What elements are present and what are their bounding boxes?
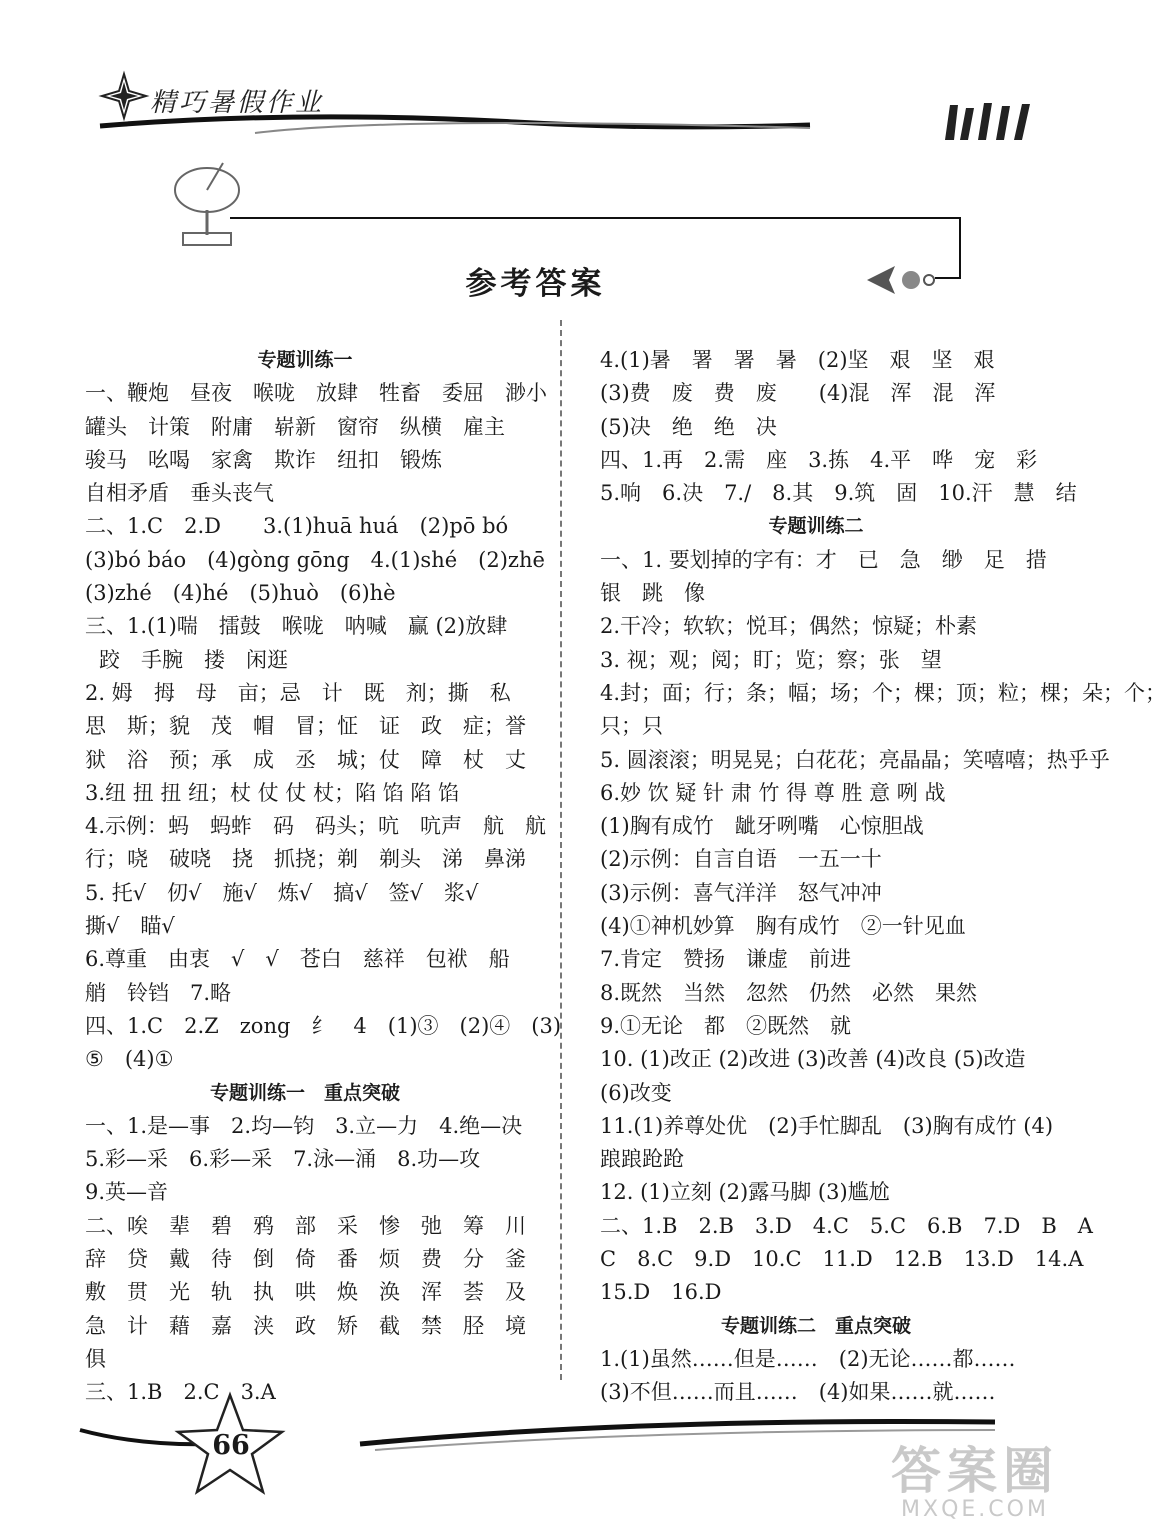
- answer-line: 艄 铃铛 7.略: [85, 980, 232, 1005]
- answer-line: 四、1.C 2.Z zong 纟 4 (1)③ (2)④ (3): [85, 1013, 562, 1038]
- answer-line: 罐头 计策 附庸 崭新 窗帘 纵横 雇主: [85, 414, 505, 439]
- answer-line: 银 跳 像: [600, 581, 705, 606]
- answer-line: 12. (1)立刻 (2)露马脚 (3)尴尬: [600, 1180, 890, 1205]
- answer-line: 5.响 6.决 7./ 8.其 9.筑 固 10.汗 慧 结: [600, 481, 1077, 506]
- answer-line: (5)决 绝 绝 决: [600, 414, 777, 439]
- answer-line: C 8.C 9.D 10.C 11.D 12.B 13.D 14.A: [600, 1247, 1084, 1272]
- left-answer-column: [85, 344, 562, 1410]
- header-swoosh: [95, 108, 815, 143]
- section-heading: 专题训练二: [768, 515, 864, 538]
- answer-line: (3)不但……而且…… (4)如果……就……: [600, 1380, 996, 1405]
- answer-line: 二、1.B 2.B 3.D 4.C 5.C 6.B 7.D B A: [600, 1213, 1093, 1238]
- answer-line: (3)bó báo (4)gòng gōng 4.(1)shé (2)zhē: [85, 547, 545, 572]
- answer-line: 9.①无论 都 ②既然 就: [600, 1013, 852, 1038]
- answer-line: 9.英—音: [85, 1180, 169, 1205]
- answer-line: 三、1.B 2.C 3.A: [85, 1380, 276, 1405]
- answer-line: 思 斯；貌 茂 帽 冒；怔 证 政 症；誉: [85, 714, 526, 739]
- answer-line: 敷 贯 光 轨 执 哄 焕 涣 浑 荟 及: [85, 1280, 526, 1305]
- answer-line: 只；只: [600, 714, 663, 739]
- answer-line: 5. 圆滚滚；明晃晃；白花花；亮晶晶；笑嘻嘻；热乎乎: [600, 747, 1110, 772]
- answer-line: (3)示例：喜气洋洋 怒气冲冲: [600, 880, 882, 905]
- answer-line: 4.封；面；行；条；幅；场；个；棵；顶；粒；棵；朵；个；: [600, 680, 1166, 705]
- page-header: [0, 0, 1071, 330]
- answer-line: 1.(1)虽然……但是…… (2)无论……都……: [600, 1346, 1016, 1371]
- answer-line: (1)胸有成竹 龇牙咧嘴 心惊胆战: [600, 814, 924, 839]
- answer-line: 3. 视；观；阅；盯；览；察；张 望: [600, 647, 942, 672]
- answer-line: 俱: [85, 1346, 106, 1371]
- answer-line: 狱 浴 预；承 成 丞 城；仗 障 杖 丈: [85, 747, 526, 772]
- column-divider: [560, 320, 562, 1380]
- answer-line: 8.既然 当然 忽然 仍然 必然 果然: [600, 980, 978, 1005]
- answer-line: 10. (1)改正 (2)改进 (3)改善 (4)改良 (5)改造: [600, 1047, 1026, 1072]
- right-answer-column: [600, 344, 1166, 1410]
- answer-line: (2)示例：自言自语 一五一十: [600, 847, 882, 872]
- watermark-logo: [891, 1442, 1059, 1522]
- answer-line: (6)改变: [600, 1080, 672, 1105]
- watermark-text: 答案圈: [891, 1442, 1059, 1500]
- answer-line: 二、1.C 2.D 3.(1)huā huá (2)pō bó: [85, 514, 509, 539]
- answer-line: 4.示例：蚂 蚂蚱 码 码头；吭 吭声 航 航: [85, 814, 547, 839]
- answer-line: 一、1. 要划掉的字有：才 已 急 缈 足 措: [600, 547, 1047, 572]
- answer-line: 一、1.是—事 2.均—钧 3.立—力 4.绝—决: [85, 1113, 523, 1138]
- section-heading: 专题训练二 重点突破: [720, 1314, 911, 1337]
- section-heading: 专题训练一: [257, 349, 353, 371]
- answer-line: 骏马 吆喝 家禽 欺诈 纽扣 锻炼: [85, 447, 442, 472]
- answer-line: 3.纽 扭 扭 纽；杖 仗 仗 杖；陷 馅 陷 馅: [85, 780, 460, 805]
- answer-line: 二、唉 辈 碧 鸦 部 采 惨 弛 筹 川: [85, 1213, 526, 1238]
- page-number: 66: [212, 1430, 250, 1461]
- answer-line: 行；哓 破哓 挠 抓挠；剃 剃头 涕 鼻涕: [85, 847, 526, 872]
- answer-line: 5.彩—采 6.彩—采 7.泳—涌 8.功—攻: [85, 1147, 481, 1172]
- section-heading: 专题训练一 重点突破: [209, 1081, 400, 1104]
- answer-line: 5. 托√ 仞√ 施√ 炼√ 搞√ 签√ 浆√: [85, 880, 479, 905]
- answer-line: 2.干冷；软软；悦耳；偶然；惊疑；朴素: [600, 614, 978, 639]
- answer-line: ⑤ (4)①: [85, 1047, 174, 1072]
- watermark-url: MXQE.COM: [901, 1497, 1049, 1522]
- answer-line: 15.D 16.D: [600, 1280, 722, 1305]
- books-icon: [940, 100, 1040, 142]
- answer-line: 一、鞭炮 昼夜 喉咙 放肆 牲畜 委屈 渺小: [85, 381, 547, 406]
- answer-line: 11.(1)养尊处优 (2)手忙脚乱 (3)胸有成竹 (4): [600, 1113, 1054, 1138]
- answer-line: 自相矛盾 垂头丧气: [85, 481, 274, 506]
- answer-line: 7.肯定 赞扬 谦虚 前进: [600, 947, 852, 972]
- answer-line: 撕√ 瞄√: [85, 914, 175, 939]
- answer-line: 2. 姆 拇 母 亩；忌 计 既 剂；撕 私: [85, 680, 511, 705]
- answer-line: 三、1.(1)喘 擂鼓 喉咙 呐喊 赢 (2)放肆: [85, 614, 508, 639]
- answer-line: 踉踉跄跄: [600, 1147, 684, 1172]
- answer-line: 辞 贷 戴 待 倒 倚 番 烦 费 分 釜: [85, 1247, 526, 1272]
- answer-line: 6.尊重 由衷 √ √ 苍白 慈祥 包袱 船: [85, 947, 510, 972]
- answer-line: 跤 手腕 搂 闲逛: [99, 647, 288, 672]
- answer-line: (3)zhé (4)hé (5)huò (6)hè: [85, 581, 396, 606]
- brand-title: 精巧暑假作业: [150, 88, 325, 118]
- answer-line: 急 计 藉 嘉 浃 政 矫 截 禁 胫 境: [85, 1313, 526, 1338]
- answer-line: 4.(1)暑 署 署 暑 (2)坚 艰 坚 艰: [600, 348, 995, 372]
- answer-line: (3)费 废 费 废 (4)混 浑 混 浑: [600, 381, 996, 406]
- answer-line: 四、1.再 2.需 座 3.拣 4.平 哗 宠 彩: [600, 447, 1038, 472]
- answer-line: 6.妙 饮 疑 针 肃 竹 得 尊 胜 意 咧 战: [600, 780, 946, 805]
- answer-line: (4)①神机妙算 胸有成竹 ②一针见血: [600, 914, 966, 939]
- page-title: 参考答案: [465, 266, 606, 302]
